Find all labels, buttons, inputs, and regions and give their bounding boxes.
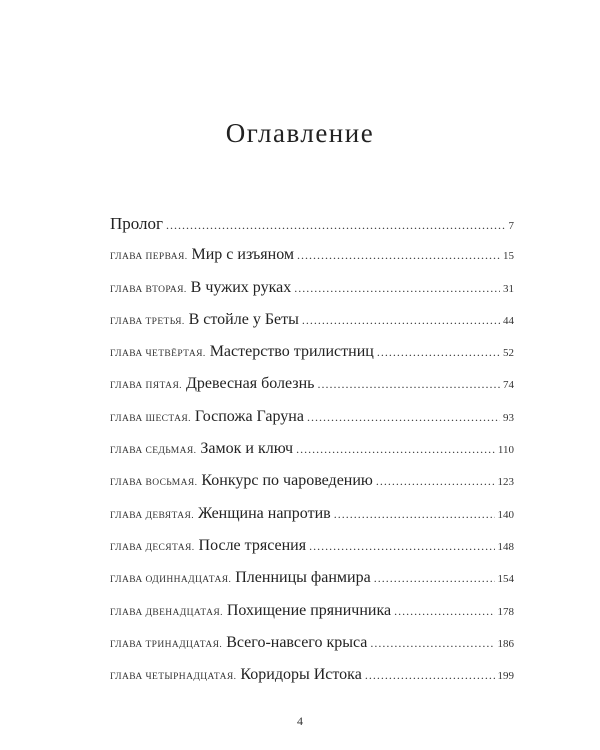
table-of-contents (110, 214, 514, 698)
toc-entry-title: Госпожа Гаруна (194, 407, 304, 425)
chapter-label: ГЛАВА ДВЕНАДЦАТАЯ. (110, 607, 223, 618)
toc-entry-title: Мастерство трилистниц (209, 343, 374, 361)
dot-leader (394, 604, 494, 619)
toc-entry-title: Замок и ключ (200, 440, 294, 458)
dot-leader (296, 442, 495, 457)
toc-entry-chapter-12[interactable] (110, 602, 514, 634)
toc-entry-title: Конкурс по чароведению (201, 472, 373, 490)
toc-entry-page: 199 (497, 670, 514, 683)
chapter-label: ГЛАВА СЕДЬМАЯ. (110, 446, 197, 457)
toc-entry-title: Древесная болезнь (185, 375, 315, 393)
toc-entry-page: 44 (503, 314, 514, 327)
chapter-label: ГЛАВА ПЯТАЯ. (110, 381, 182, 392)
toc-entry-chapter-2[interactable] (110, 279, 514, 311)
toc-entry-page: 15 (503, 250, 514, 263)
toc-entry-chapter-9[interactable] (110, 505, 514, 537)
toc-entry-chapter-5[interactable] (110, 375, 514, 407)
toc-entry-chapter-10[interactable] (110, 537, 514, 569)
dot-leader (317, 377, 500, 392)
dot-leader (376, 474, 495, 489)
toc-entry-page: 52 (503, 347, 514, 360)
dot-leader (302, 313, 500, 328)
chapter-label: ГЛАВА ШЕСТАЯ. (110, 413, 191, 424)
chapter-label: ГЛАВА ПЕРВАЯ. (110, 252, 188, 263)
chapter-label: ГЛАВА ЧЕТВЁРТАЯ. (110, 349, 206, 360)
toc-entry-page: 148 (497, 540, 514, 553)
toc-entry-prologue[interactable] (110, 214, 514, 246)
dot-leader (334, 507, 495, 522)
toc-entry-chapter-1[interactable] (110, 246, 514, 278)
toc-entry-chapter-11[interactable] (110, 569, 514, 601)
page-number: 4 (297, 714, 303, 728)
toc-entry-title: Мир с изъяном (191, 246, 295, 264)
toc-entry-chapter-6[interactable] (110, 408, 514, 440)
toc-entry-page: 7 (508, 220, 514, 232)
toc-entry-title: Пленницы фанмира (235, 569, 371, 587)
dot-leader (307, 410, 500, 425)
toc-entry-chapter-4[interactable] (110, 343, 514, 375)
chapter-label: ГЛАВА ВОСЬМАЯ. (110, 478, 198, 489)
dot-leader (370, 636, 494, 651)
dot-leader (377, 345, 500, 360)
chapter-label: ГЛАВА ДЕСЯТАЯ. (110, 542, 195, 553)
toc-entry-page: 110 (497, 444, 514, 457)
toc-entry-page: 93 (503, 411, 514, 424)
chapter-label: ГЛАВА ТРЕТЬЯ. (110, 316, 185, 327)
toc-entry-chapter-13[interactable] (110, 634, 514, 666)
dot-leader (297, 248, 500, 263)
toc-entry-page: 74 (503, 379, 514, 392)
toc-entry-title: Коридоры Истока (240, 666, 362, 684)
chapter-label: ГЛАВА ТРИНАДЦАТАЯ. (110, 639, 223, 650)
chapter-label: ГЛАВА ДЕВЯТАЯ. (110, 510, 195, 521)
toc-entry-title: После трясения (198, 536, 307, 554)
toc-entry-title: Всего-навсего крыса (226, 633, 368, 651)
toc-entry-title: В чужих руках (190, 278, 292, 296)
chapter-label: ГЛАВА ВТОРАЯ. (110, 284, 187, 295)
toc-entry-page: 123 (497, 476, 514, 489)
chapter-label: ГЛАВА ЧЕТЫРНАДЦАТАЯ. (110, 672, 237, 683)
chapter-label: ГЛАВА ОДИННАДЦАТАЯ. (110, 575, 232, 586)
toc-entry-title: Женщина напротив (198, 504, 331, 522)
toc-entry-page: 154 (497, 573, 514, 586)
dot-leader (294, 281, 500, 296)
toc-entry-page: 186 (497, 637, 514, 650)
toc-entry-chapter-7[interactable] (110, 440, 514, 472)
dot-leader (365, 668, 495, 683)
toc-entry-chapter-8[interactable] (110, 472, 514, 504)
toc-entry-page: 178 (497, 605, 514, 618)
toc-entry-title: Пролог (110, 214, 164, 233)
dot-leader (309, 539, 494, 554)
dot-leader (374, 571, 495, 586)
page-title: Оглавление (225, 118, 375, 148)
toc-entry-page: 31 (503, 282, 514, 295)
dot-leader (166, 218, 505, 233)
toc-entry-chapter-3[interactable] (110, 311, 514, 343)
toc-entry-chapter-14[interactable] (110, 666, 514, 698)
toc-entry-page: 140 (497, 508, 514, 521)
toc-entry-title: В стойле у Беты (188, 310, 299, 328)
toc-entry-title: Похищение пряничника (226, 601, 392, 619)
